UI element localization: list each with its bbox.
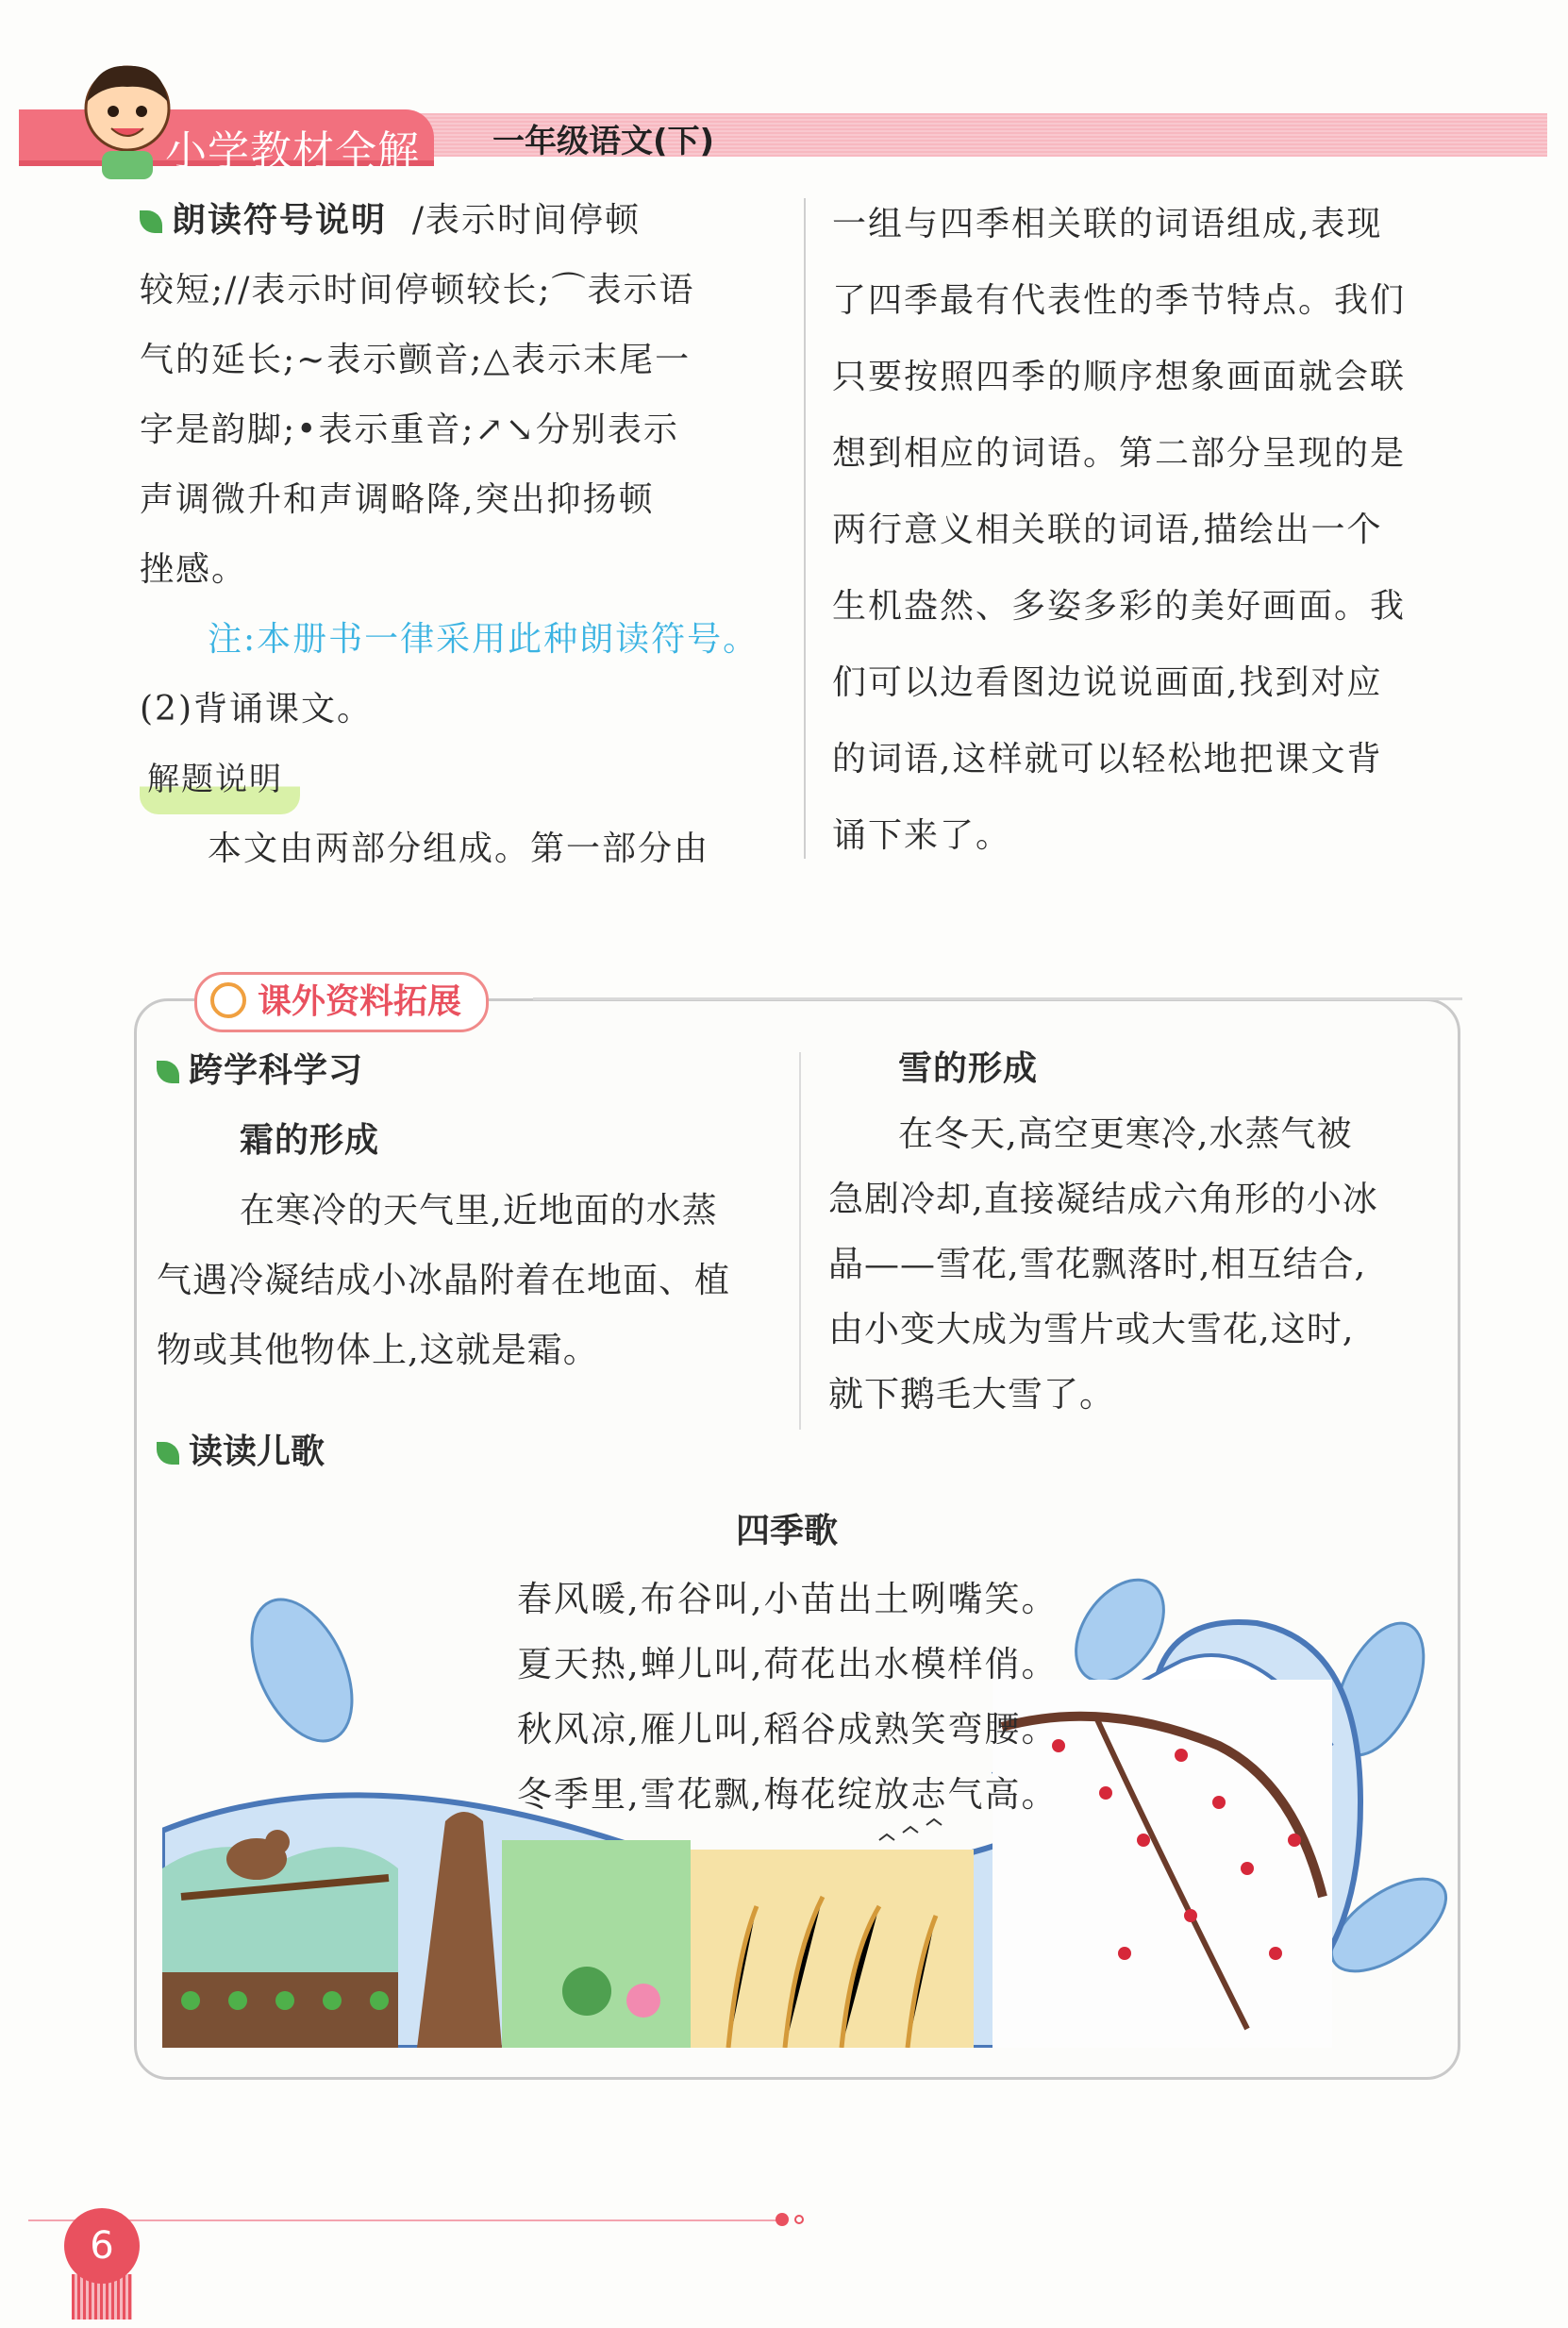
- reading-notes-title: 朗读符号说明: [172, 201, 388, 240]
- explain-tag: 解题说明: [140, 745, 300, 814]
- explain-line: 只要按照四季的顺序想象画面就会联: [832, 358, 1407, 396]
- explain-line: 一组与四季相关联的词语组成,表现: [832, 205, 1383, 243]
- snow-line: 晶——雪花,雪花飘落时,相互结合,: [828, 1244, 1367, 1284]
- poem-line: 冬季里,雪花飘,梅花绽放志气高。: [517, 1774, 1059, 1815]
- extension-title-text: 课外资料拓展: [258, 982, 462, 1021]
- snow-section: [828, 1036, 1442, 1427]
- explain-line: 诵下来了。: [832, 816, 1012, 855]
- poem-line: 秋风凉,雁儿叫,稻谷成熟笑弯腰。: [517, 1709, 1059, 1750]
- leaf-icon: [157, 1442, 179, 1465]
- notes-line-6: 挫感。: [140, 550, 248, 589]
- notes-line-5: 声调微升和声调略降,突出抑扬顿: [140, 480, 655, 519]
- frost-line: 在寒冷的天气里,近地面的水蒸: [240, 1190, 718, 1231]
- explain-line: 想到相应的词语。第二部分呈现的是: [832, 434, 1407, 473]
- grade-title: 一年级语文(下): [492, 123, 715, 160]
- frost-title: 霜的形成: [240, 1121, 380, 1160]
- rhymes-head: [157, 1425, 325, 1473]
- page-number: 6: [64, 2208, 140, 2284]
- panel-divider: [799, 1052, 801, 1430]
- explain-line: 们可以边看图边说说画面,找到对应: [832, 663, 1383, 702]
- explain-continued: [832, 186, 1493, 874]
- footer-dot: [794, 2215, 804, 2224]
- snow-line: 在冬天,高空更寒冷,水蒸气被: [898, 1114, 1353, 1154]
- explain-line: 的词语,这样就可以轻松地把课文背: [832, 740, 1383, 779]
- extension-title: [194, 972, 489, 1032]
- poem-line: 春风暖,布谷叫,小苗出土咧嘴笑。: [517, 1579, 1059, 1619]
- leaf-icon: [140, 210, 162, 233]
- task-recite: (2)背诵课文。: [140, 690, 373, 729]
- notes-remark: 注:本册书一律采用此种朗读符号。: [208, 620, 759, 659]
- reading-notes: [140, 186, 781, 884]
- frost-section: [157, 1036, 779, 1385]
- snow-title: 雪的形成: [898, 1049, 1039, 1088]
- snow-line: 由小变大成为雪片或大雪花,这时,: [828, 1309, 1355, 1349]
- footer-line: [28, 2219, 783, 2221]
- explain-line: 生机盎然、多姿多彩的美好画面。我: [832, 587, 1407, 626]
- notes-line-4: 字是韵脚;•表示重音;↗↘分别表示: [140, 410, 679, 449]
- notes-line-1: /表示时间停顿: [411, 201, 642, 240]
- notes-line-2: 较短;//表示时间停顿较长;⌒表示语: [140, 271, 695, 310]
- frost-line: 物或其他物体上,这就是霜。: [157, 1330, 599, 1370]
- poem-line: 夏天热,蝉儿叫,荷花出水模样俏。: [517, 1644, 1059, 1684]
- column-divider: [804, 198, 806, 859]
- frost-line: 气遇冷凝结成小冰晶附着在地面、植: [157, 1260, 730, 1300]
- poem: [517, 1566, 1059, 1827]
- poem-title: 四季歌: [736, 1512, 839, 1550]
- explain-start: 本文由两部分组成。第一部分由: [208, 829, 710, 868]
- explain-line: 两行意义相关联的词语,描绘出一个: [832, 511, 1383, 549]
- cross-subject-head: 跨学科学习: [189, 1051, 364, 1090]
- snow-line: 就下鹅毛大雪了。: [828, 1374, 1115, 1415]
- rhymes-head-text: 读读儿歌: [189, 1432, 325, 1471]
- leaf-icon: [157, 1061, 179, 1083]
- notes-line-3: 气的延长;~表示颤音;△表示末尾一: [140, 341, 692, 379]
- explain-line: 了四季最有代表性的季节特点。我们: [832, 281, 1407, 320]
- series-title: 小学教材全解: [165, 127, 420, 176]
- footer-dot: [776, 2213, 789, 2226]
- panel-title-line: [533, 997, 1462, 1000]
- snow-line: 急剧冷却,直接凝结成六角形的小冰: [828, 1179, 1378, 1219]
- swirl-icon: [210, 982, 246, 1018]
